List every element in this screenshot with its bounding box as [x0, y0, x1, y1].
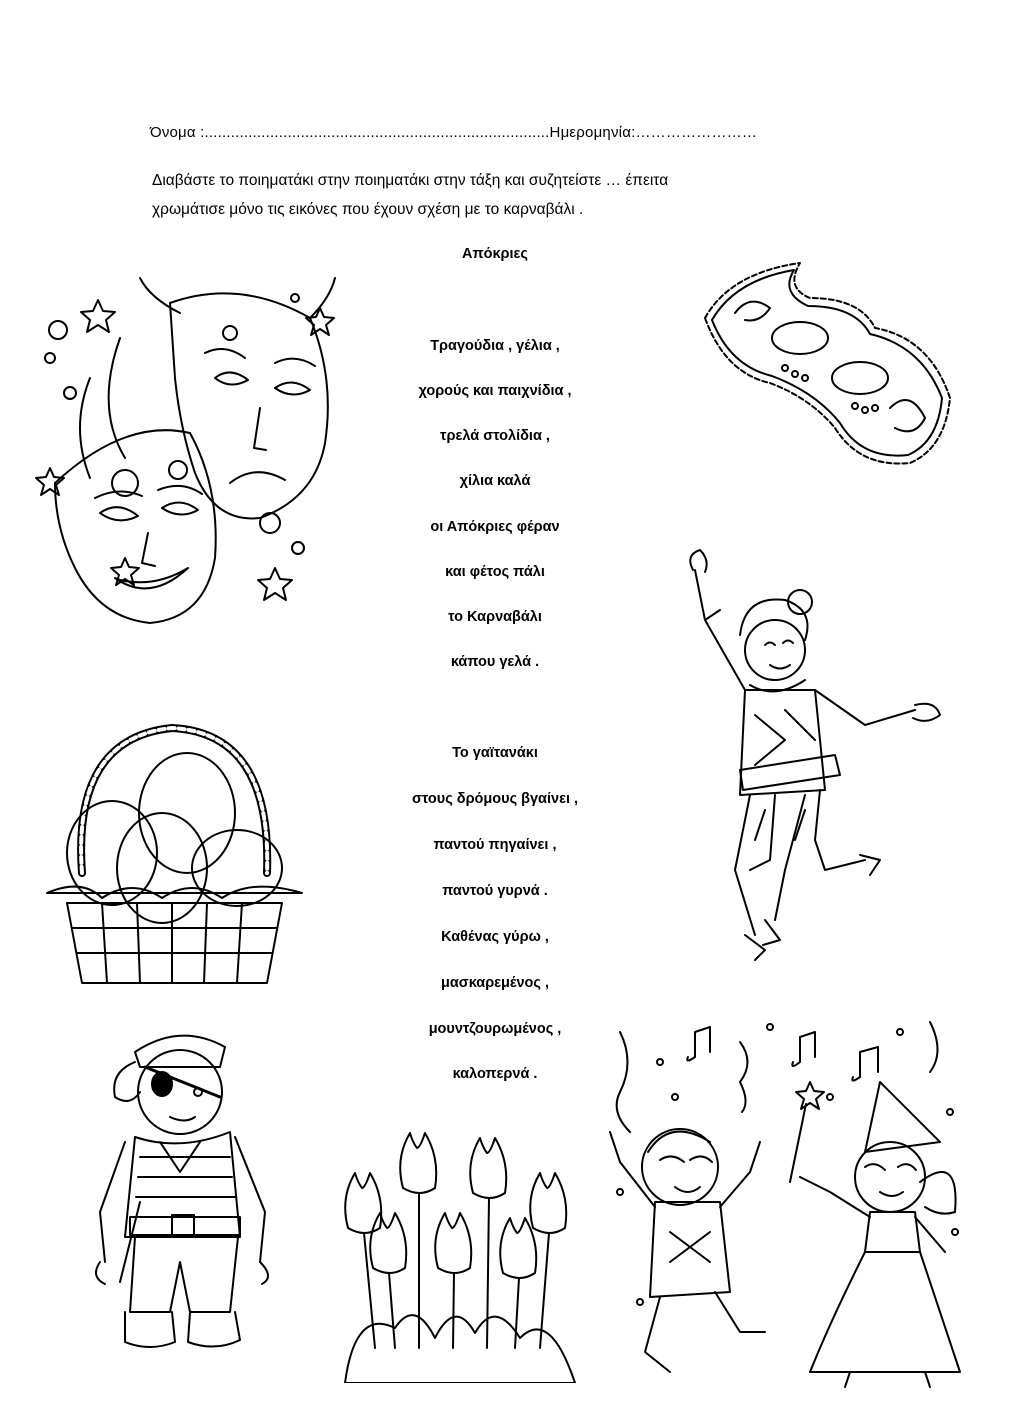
poem-line: Καθένας γύρω ,	[441, 929, 549, 945]
poem-line: μουντζουρωμένος ,	[428, 1021, 562, 1037]
name-date-line	[150, 124, 757, 141]
poem-line: χορούς και παιχνίδια ,	[418, 383, 572, 399]
poem-line: παντού πηγαίνει ,	[433, 837, 557, 853]
poem-line: και φέτος πάλι	[445, 564, 545, 580]
name-label: Όνομα :	[150, 124, 205, 141]
name-field[interactable]: ...............................................................................	[204, 124, 550, 141]
poem-title: Απόκριες	[462, 246, 528, 262]
easter-egg-basket-icon[interactable]	[42, 718, 307, 993]
poem-line: καλοπερνά .	[452, 1066, 538, 1082]
instruction-line-1: Διαβάστε το ποιηματάκι στην ποιηματάκι στην τάξη και συζητείστε … έπειτα	[152, 172, 669, 189]
poem-line: το Καρναβάλι	[448, 609, 542, 625]
poem-line: στους δρόμους βγαίνει ,	[411, 791, 579, 807]
pirate-boy-icon[interactable]	[80, 1022, 290, 1367]
date-label: Ημερομηνία:	[549, 124, 636, 141]
dancing-harlequin-icon[interactable]	[665, 540, 945, 975]
poem-line: Τραγούδια , γέλια ,	[430, 338, 560, 354]
costumed-children-icon[interactable]	[600, 1002, 975, 1392]
theatre-masks-icon[interactable]	[30, 258, 340, 653]
poem-line: παντού γυρνά .	[442, 883, 548, 899]
poem-line: οι Απόκριες φέραν	[430, 519, 560, 535]
poem-line: κάπου γελά .	[450, 654, 540, 670]
poem-line: τρελά στολίδια ,	[440, 428, 550, 444]
carnival-eye-mask-icon[interactable]	[690, 258, 960, 473]
tulips-icon[interactable]	[335, 1128, 583, 1383]
instruction-line-2: χρωμάτισε μόνο τις εικόνες που έχουν σχέση με το καρναβάλι .	[152, 201, 584, 218]
poem-line: Το γαϊτανάκι	[452, 745, 538, 761]
poem-line: μασκαρεμένος ,	[440, 975, 549, 991]
poem-line: χίλια καλά	[459, 473, 531, 489]
date-field[interactable]: ……………………	[635, 124, 758, 141]
